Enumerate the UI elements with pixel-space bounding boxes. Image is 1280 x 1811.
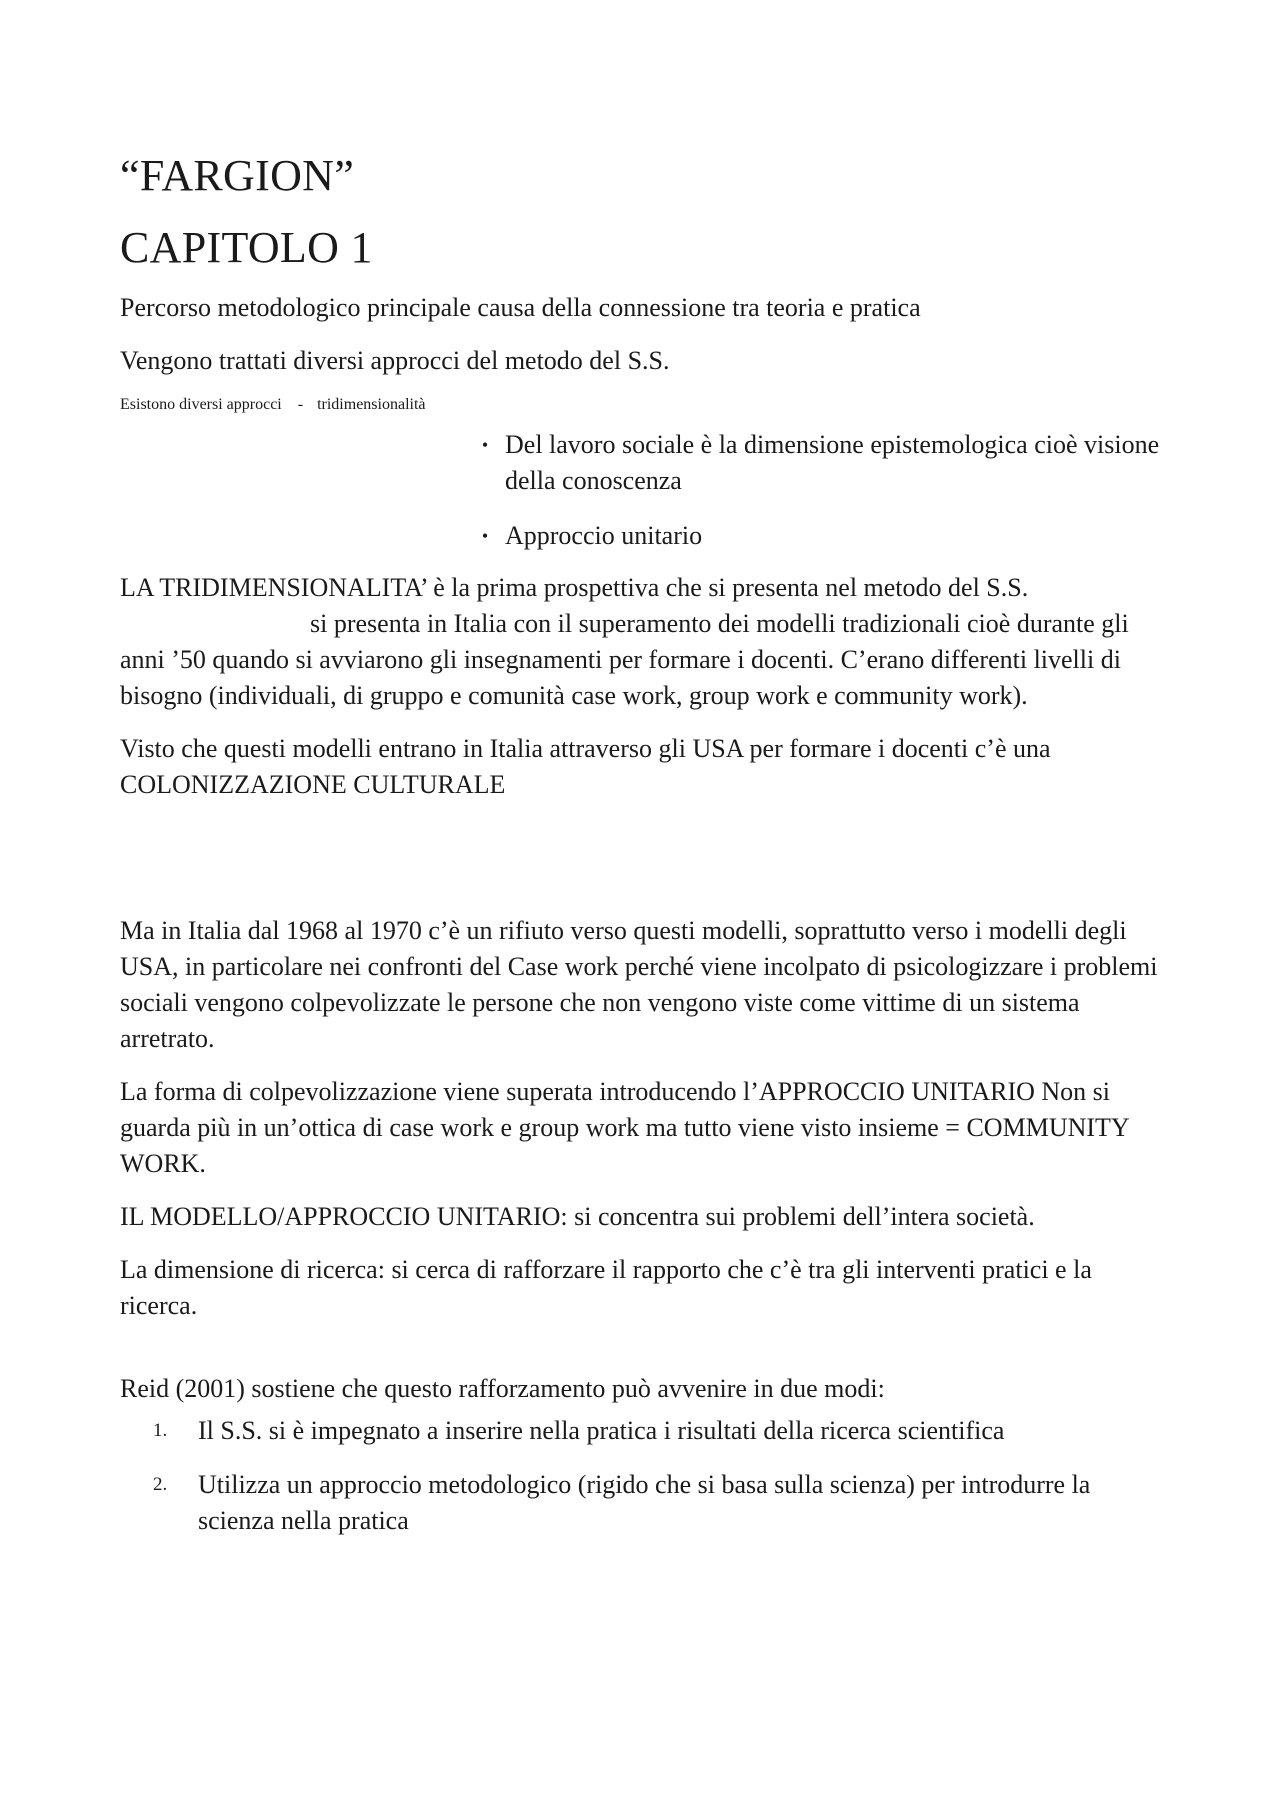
paragraph-tridimensionalita [120,570,1170,714]
list-number: 1. [153,1420,168,1441]
paragraph-rifiuto: Ma in Italia dal 1968 al 1970 c’è un rifiuto verso questi modelli, soprattutto verso i modelli degli USA, in particolare nei confronti del Case work perché viene incolpato di psicologizzare i problemi sociali vengono colpevolizzate le persone che non vengono viste come vittime di un sistema arretrato. [120,916,1158,1053]
bullet-icon: • [481,435,489,455]
list-number: 2. [153,1474,168,1495]
paragraph-percorso: Percorso metodologico principale causa della connessione tra teoria e pratica [120,293,921,322]
chapter-heading: CAPITOLO 1 [120,223,373,272]
approcci-dash: - [297,396,304,413]
numbered-list [153,1413,1170,1539]
bullet-text: Del lavoro sociale è la dimensione epistemologica cioè visione della conoscenza [505,430,1160,495]
document-body [120,150,1170,1557]
paragraph-approcci-metodo: Vengono trattati diversi approcci del metodo del S.S. [120,346,670,375]
paragraph-dimensione-ricerca: La dimensione di ricerca: si cerca di rafforzare il rapporto che c’è tra gli interventi pratici e la ricerca. [120,1255,1092,1320]
list-item [465,427,1170,499]
tridim-part-a: LA TRIDIMENSIONALITA’ è la prima prospettiva che si presenta nel metodo del S.S. [120,573,1029,602]
paragraph-colonizzazione: Visto che questi modelli entrano in Italia attraverso gli USA per formare i docenti c’è una COLONIZZAZIONE CULTURALE [120,734,1051,799]
blank-space [120,1324,1170,1371]
tridim-part-b: si presenta in Italia con il superamento dei modelli tradizionali cioè durante gli anni ’50 quando si avviarono gli insegnamenti per formare i docenti. C’erano differenti livelli di bisogno (individuali, di gruppo e comunità case work, group work e community work). [120,609,1129,710]
bullet-text: Approccio unitario [505,521,703,550]
list-item [465,518,1170,554]
bullet-icon: • [481,526,489,546]
blank-space [120,803,1170,913]
document-title: “FARGION” [120,151,355,200]
approcci-line [120,396,1170,414]
numbered-text: Utilizza un approccio metodologico (rigido che si basa sulla scienza) per introdurre la scienza nella pratica [198,1470,1091,1535]
numbered-text: Il S.S. si è impegnato a inserire nella pratica i risultati della ricerca scientifica [198,1416,1005,1445]
list-item [153,1467,1170,1539]
bullet-list [465,427,1170,554]
approcci-lead: Esistono diversi approcci [120,396,282,413]
list-item [153,1413,1170,1449]
paragraph-modello-unitario: IL MODELLO/APPROCCIO UNITARIO: si concentra sui problemi dell’intera società. [120,1202,1035,1231]
approcci-trail: tridimensionalità [317,396,426,413]
paragraph-reid: Reid (2001) sostiene che questo rafforzamento può avvenire in due modi: [120,1374,885,1403]
paragraph-approccio-unitario: La forma di colpevolizzazione viene superata introducendo l’APPROCCIO UNITARIO Non si guarda più in un’ottica di case work e group work ma tutto viene visto insieme = COMMUNITY WORK. [120,1077,1129,1178]
